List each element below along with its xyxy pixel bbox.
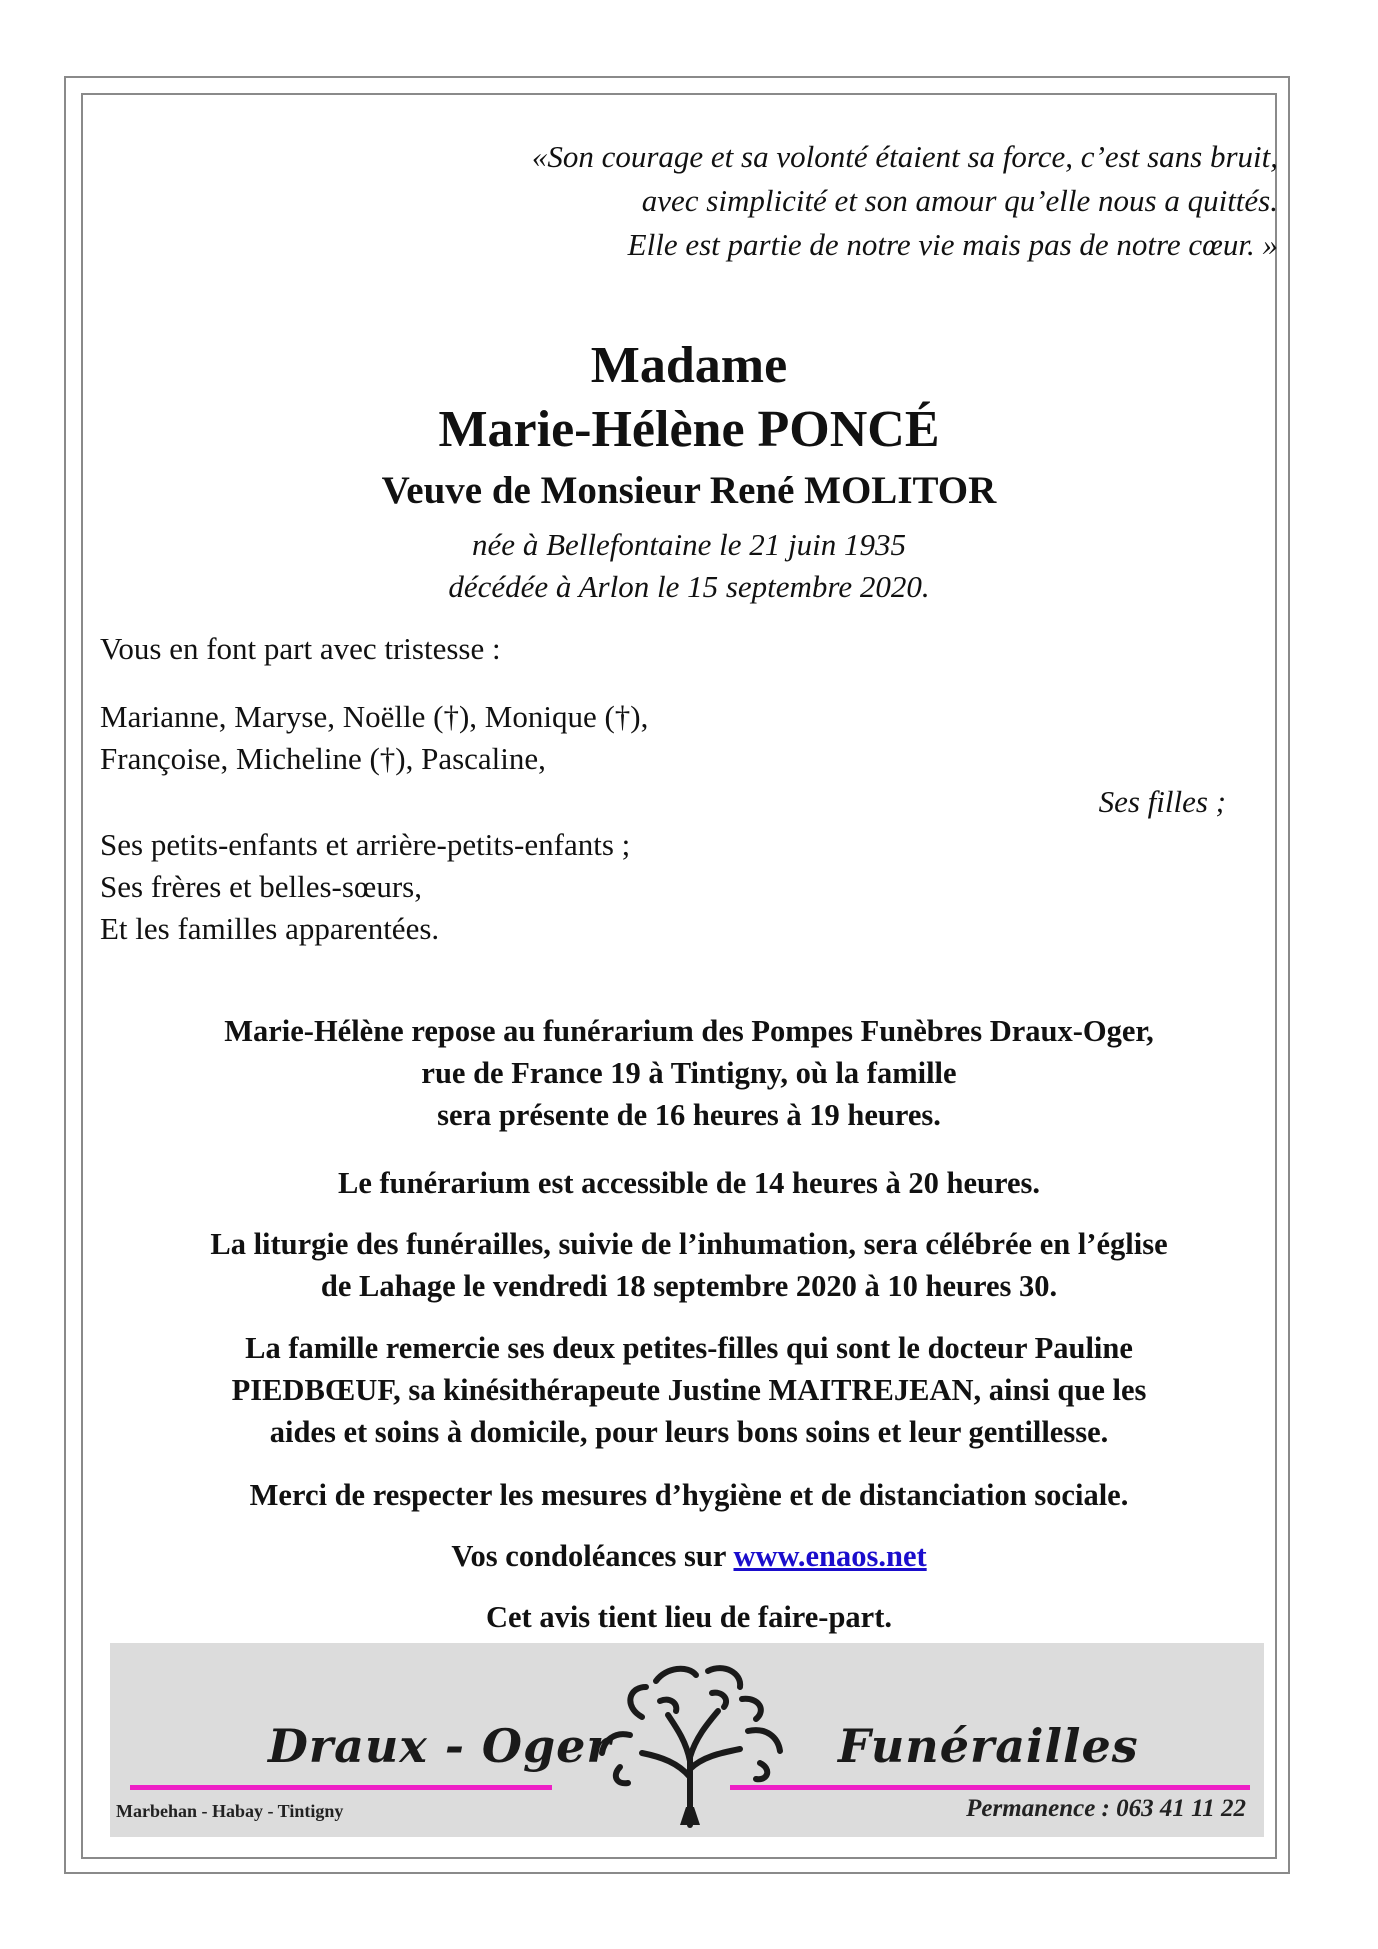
thanks-notice	[100, 1327, 1278, 1453]
notice-line: sera présente de 16 heures à 19 heures.	[437, 1098, 941, 1132]
notice-line: Marie-Hélène repose au funérarium des Pompes Funèbres Draux-Oger,	[224, 1014, 1154, 1048]
funerarium-notice	[100, 1010, 1278, 1136]
birth-info: née à Bellefontaine le 21 juin 1935	[472, 527, 906, 562]
family-intro: Vous en font part avec tristesse :	[100, 631, 501, 666]
condolences-link[interactable]: www.enaos.net	[733, 1539, 927, 1573]
notice-line: de Lahage le vendredi 18 septembre 2020 à 10 heures 30.	[320, 1269, 1058, 1303]
daughters-line: Françoise, Micheline (†), Pascaline,	[100, 741, 546, 776]
liturgy-notice	[100, 1223, 1278, 1307]
death-info: décédée à Arlon le 15 septembre 2020.	[448, 569, 930, 604]
quote-line: Elle est partie de notre vie mais pas de notre cœur. »	[627, 227, 1278, 262]
notice-line: La liturgie des funérailles, suivie de l’inhumation, sera célébrée en l’église	[210, 1227, 1168, 1261]
notice-line: aides et soins à domicile, pour leurs bons soins et leur gentillesse.	[269, 1415, 1109, 1449]
condolences-text: Vos condoléances sur	[451, 1539, 734, 1573]
access-notice: Le funérarium est accessible de 14 heures à 20 heures.	[338, 1166, 1040, 1200]
epigraph-quote	[178, 135, 1278, 267]
family-line: Ses petits-enfants et arrière-petits-enfants ;	[100, 827, 631, 862]
daughters-line: Marianne, Maryse, Noëlle (†), Monique (†),	[100, 699, 649, 734]
honorific: Madame	[590, 337, 788, 394]
family-line: Et les familles apparentées.	[100, 911, 440, 946]
widow-of: Veuve de Monsieur René MOLITOR	[381, 469, 997, 512]
notice-line: rue de France 19 à Tintigny, où la famille	[421, 1056, 957, 1090]
faire-part-notice: Cet avis tient lieu de faire-part.	[485, 1600, 893, 1634]
quote-line: avec simplicité et son amour qu’elle nous a quittés.	[641, 183, 1278, 218]
notice-line: La famille remercie ses deux petites-filles qui sont le docteur Pauline	[245, 1331, 1133, 1365]
brand-name: Draux - Oger	[268, 1719, 612, 1773]
daughters-label: Ses filles ;	[1098, 784, 1226, 819]
condolences-notice	[100, 1535, 1278, 1577]
daughters-list	[100, 696, 648, 780]
divider-line	[130, 1785, 552, 1790]
brand-suffix: Funérailles	[838, 1719, 1139, 1773]
quote-line: «Son courage et sa volonté étaient sa force, c’est sans bruit,	[531, 139, 1278, 174]
branch-locations: Marbehan - Habay - Tintigny	[116, 1801, 344, 1821]
divider-line	[730, 1785, 1250, 1790]
tree-icon	[590, 1657, 790, 1829]
deceased-name: Marie-Hélène PONCÉ	[438, 401, 940, 458]
funeral-home-banner	[110, 1643, 1264, 1837]
other-family	[100, 824, 630, 950]
hygiene-notice: Merci de respecter les mesures d’hygiène et de distanciation sociale.	[249, 1478, 1129, 1512]
notice-line: PIEDBŒUF, sa kinésithérapeute Justine MAITREJEAN, ainsi que les	[231, 1373, 1147, 1407]
permanence-phone: Permanence : 063 41 11 22	[966, 1795, 1246, 1822]
family-line: Ses frères et belles-sœurs,	[100, 869, 422, 904]
